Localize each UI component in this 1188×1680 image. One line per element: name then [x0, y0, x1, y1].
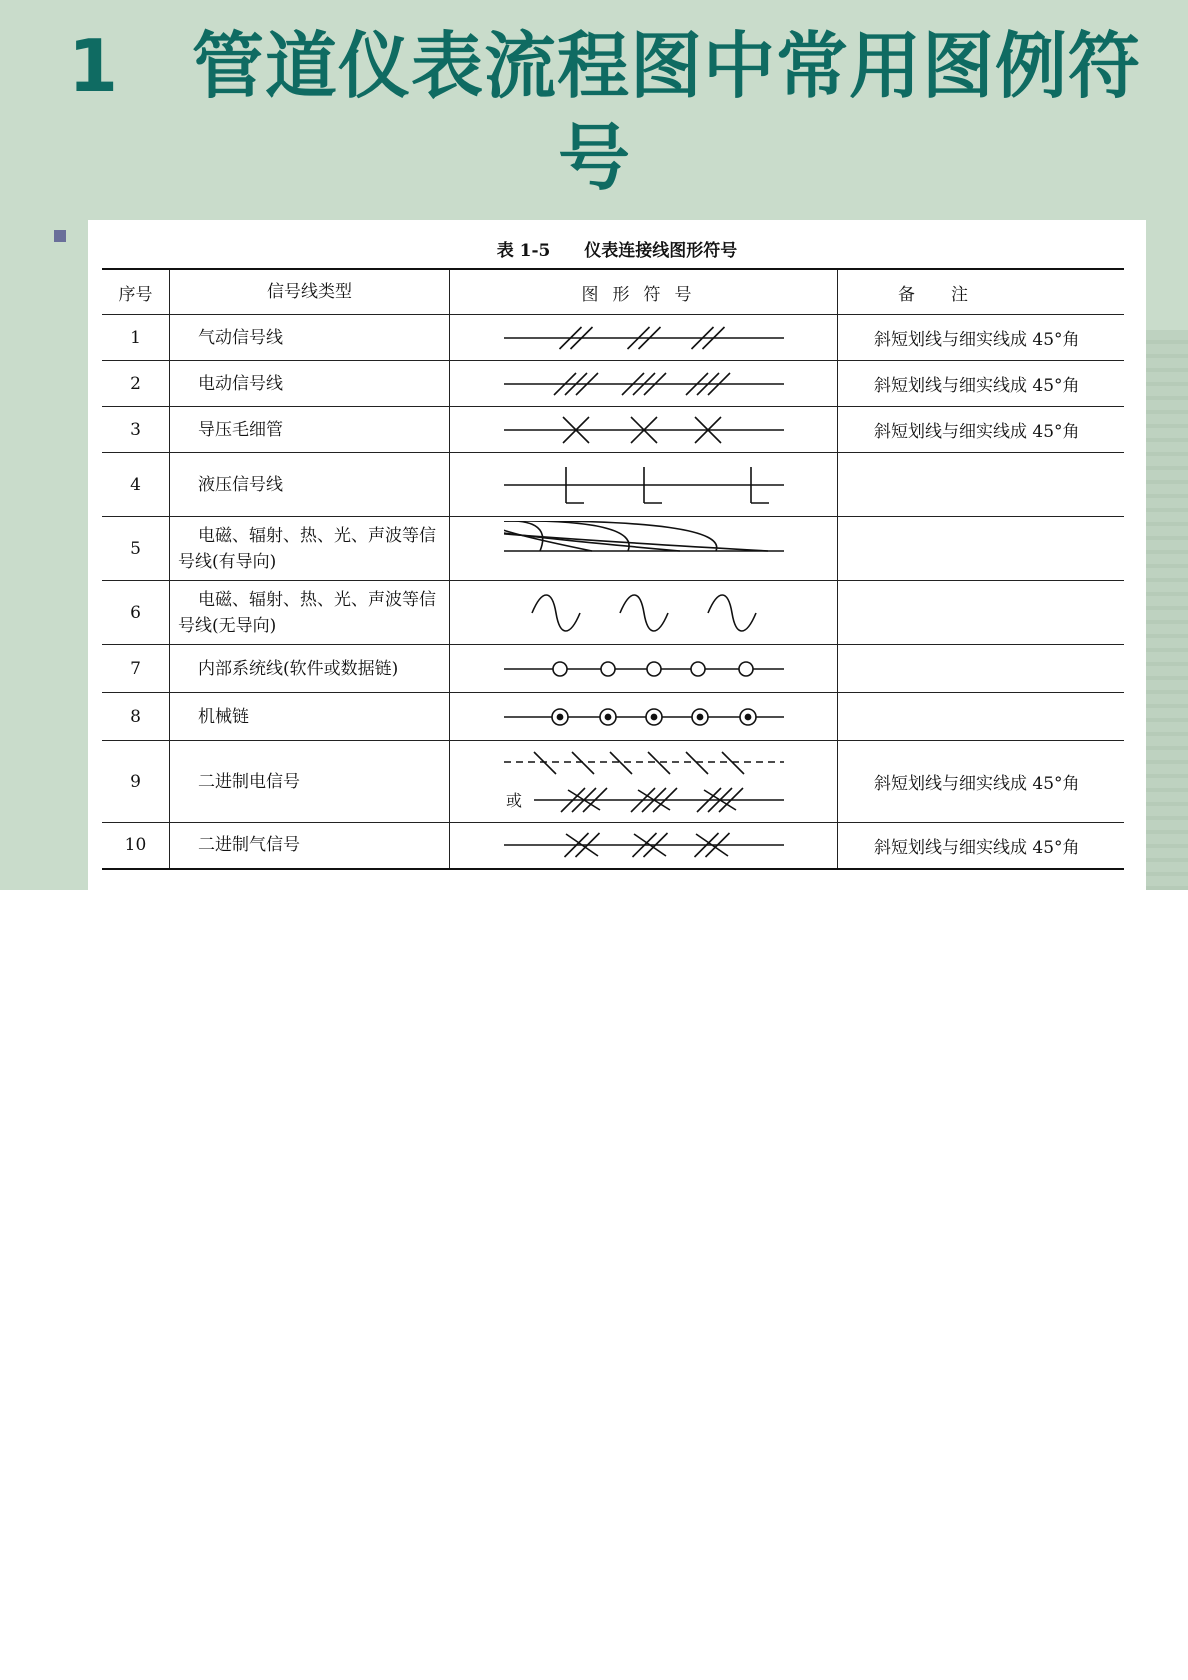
remark: 斜短划线与细实线成 45°角	[838, 315, 1125, 361]
table-row	[102, 517, 1124, 581]
graphic-symbol-cell	[450, 823, 838, 869]
row-number: 4	[102, 453, 170, 517]
graphic-symbol-cell	[450, 517, 838, 581]
signal-line-type-text: 二进制气信号	[198, 835, 300, 856]
row-number: 5	[102, 517, 170, 581]
row-number: 8	[102, 693, 170, 741]
wave-unguided-symbol-icon	[450, 585, 837, 641]
signal-line-type-text: 二进制电信号	[198, 771, 300, 792]
title-line-1: 管道仪表流程图中常用图例符	[192, 24, 1142, 108]
electric-symbol-icon	[450, 364, 837, 404]
hydraulic-symbol-icon	[450, 457, 837, 513]
table-header-row	[102, 269, 1124, 315]
signal-line-type	[170, 407, 450, 453]
graphic-symbol-cell	[450, 645, 838, 693]
table-row	[102, 453, 1124, 517]
signal-line-type	[170, 581, 450, 645]
symbol-table	[102, 268, 1124, 870]
signal-line-type	[170, 823, 450, 869]
signal-line-type	[170, 453, 450, 517]
table-row	[102, 361, 1124, 407]
remark: 斜短划线与细实线成 45°角	[838, 407, 1125, 453]
row-number: 9	[102, 741, 170, 823]
table-image-card	[88, 220, 1146, 890]
table-row	[102, 645, 1124, 693]
signal-line-type-text: 导压毛细管	[198, 419, 283, 440]
row-number: 6	[102, 581, 170, 645]
remark: 斜短划线与细实线成 45°角	[838, 361, 1125, 407]
graphic-symbol-cell	[450, 693, 838, 741]
signal-line-type-text: 电磁、辐射、热、光、声波等信	[198, 525, 436, 546]
remark: 斜短划线与细实线成 45°角	[838, 823, 1125, 869]
binary-pneumatic-symbol-icon	[450, 825, 837, 865]
remark	[838, 453, 1125, 517]
pneumatic-symbol-icon	[450, 318, 837, 358]
signal-line-type-text: 机械链	[198, 706, 249, 727]
wave-guided-symbol-icon	[450, 521, 837, 577]
graphic-symbol-cell	[450, 581, 838, 645]
row-number: 10	[102, 823, 170, 869]
row-number: 1	[102, 315, 170, 361]
graphic-symbol-cell	[450, 453, 838, 517]
capillary-symbol-icon	[450, 410, 837, 450]
table-row	[102, 693, 1124, 741]
graphic-symbol-cell	[450, 741, 838, 823]
remark: 斜短划线与细实线成 45°角	[838, 741, 1125, 823]
header-note: 备注	[838, 269, 1125, 315]
signal-line-type-text: 电动信号线	[198, 373, 283, 394]
graphic-symbol-cell	[450, 361, 838, 407]
table-row	[102, 315, 1124, 361]
signal-line-type-text-cont: 号线(无导向)	[178, 615, 277, 636]
table-row	[102, 741, 1124, 823]
remark	[838, 693, 1125, 741]
background-decoration	[1144, 330, 1188, 890]
mechanical-link-symbol-icon	[450, 697, 837, 737]
table-caption-id: 表 1-5	[496, 241, 551, 261]
signal-line-type	[170, 693, 450, 741]
table-caption-text: 仪表连接线图形符号	[584, 241, 738, 261]
symbol-alternative-label: 或	[506, 790, 523, 810]
signal-line-type-text: 内部系统线(软件或数据链)	[198, 658, 399, 679]
signal-line-type-text: 液压信号线	[198, 474, 283, 495]
row-number: 2	[102, 361, 170, 407]
signal-line-type-text: 电磁、辐射、热、光、声波等信	[198, 589, 436, 610]
table-row	[102, 581, 1124, 645]
signal-line-type	[170, 517, 450, 581]
table-caption	[88, 236, 1146, 261]
table-row	[102, 407, 1124, 453]
signal-line-type	[170, 645, 450, 693]
header-type: 信号线类型	[170, 269, 450, 315]
graphic-symbol-cell	[450, 407, 838, 453]
title-line-2: 号	[557, 116, 630, 200]
signal-line-type-text-cont: 号线(有导向)	[178, 551, 277, 572]
table-row	[102, 823, 1124, 869]
header-symbol: 图形符号	[450, 269, 838, 315]
bullet-square-icon	[54, 230, 66, 242]
row-number: 7	[102, 645, 170, 693]
row-number: 3	[102, 407, 170, 453]
header-no: 序号	[102, 269, 170, 315]
signal-line-type-text: 气动信号线	[198, 327, 283, 348]
remark	[838, 517, 1125, 581]
binary-electric-symbol-icon	[450, 744, 837, 820]
remark	[838, 645, 1125, 693]
remark	[838, 581, 1125, 645]
signal-line-type	[170, 315, 450, 361]
signal-line-type	[170, 361, 450, 407]
graphic-symbol-cell	[450, 315, 838, 361]
software-link-symbol-icon	[450, 649, 837, 689]
title-number: 1	[68, 24, 119, 108]
signal-line-type	[170, 741, 450, 823]
